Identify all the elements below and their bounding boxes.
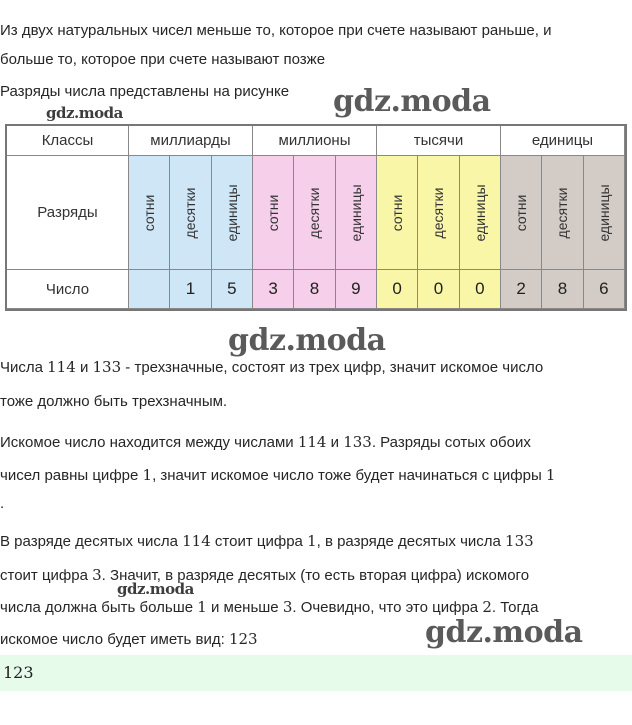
class-header: миллиарды <box>129 126 253 156</box>
intro-line-1: Из двух натуральных чисел меньше то, которое при счете называют раньше, и <box>0 22 552 39</box>
ranks-label: Разряды <box>7 156 129 270</box>
rank-label: сотни <box>389 194 406 231</box>
rank-cell <box>212 156 253 270</box>
answer-box <box>0 655 632 691</box>
para1-line1: Числа 114 и 133 - трехзначные, состоят из трех цифр, значит искомое число <box>0 358 544 376</box>
rank-cell <box>377 156 418 270</box>
rank-cell <box>170 156 211 270</box>
rank-cell <box>253 156 294 270</box>
watermark-small-top: gdz.moda <box>46 104 123 122</box>
digit-cell: 0 <box>460 270 501 309</box>
rank-label: десятки <box>306 187 323 238</box>
rank-label: сотни <box>513 194 530 231</box>
watermark-small-bottom: gdz.moda <box>117 580 194 598</box>
para3-line2: стоит цифра 3. Значит, в разряде десятых (то есть вторая цифра) искомого <box>0 566 530 584</box>
digit-cell: 9 <box>336 270 377 309</box>
number-label: Число <box>7 270 129 309</box>
intro-line-3: Разряды числа представлены на рисунке <box>0 83 290 100</box>
para2-line3: . <box>0 495 5 512</box>
rank-label: единицы <box>595 183 612 242</box>
watermark-middle: gdz.moda <box>228 323 386 358</box>
rank-label: сотни <box>265 194 282 231</box>
digit-cell: 5 <box>212 270 253 309</box>
rank-cell <box>294 156 335 270</box>
rank-label: десятки <box>430 187 447 238</box>
para3-line1: В разряде десятых числа 114 стоит цифра 1, в разряде десятых числа 133 <box>0 532 534 550</box>
rank-label: десятки <box>554 187 571 238</box>
para2-line2: чисел равны цифре 1, значит искомое число тоже будет начинаться с цифры 1 <box>0 466 556 484</box>
para1-line2: тоже должно быть трехзначным. <box>0 393 228 410</box>
digit-cell <box>129 270 170 309</box>
para3-line3: числа должна быть больше 1 и меньше 3. Очевидно, что это цифра 2. Тогда <box>0 598 539 616</box>
digit-cell: 1 <box>170 270 211 309</box>
watermark-top: gdz.moda <box>333 84 491 119</box>
rank-label: единицы <box>223 183 240 242</box>
para2-line1: Искомое число находится между числами 114 и 133. Разряды сотых обоих <box>0 433 531 451</box>
rank-cell <box>418 156 459 270</box>
class-header: миллионы <box>253 126 377 156</box>
rank-label: десятки <box>182 187 199 238</box>
rank-label: единицы <box>347 183 364 242</box>
watermark-bottom: gdz.moda <box>425 615 583 650</box>
rank-cell <box>542 156 583 270</box>
rank-label: сотни <box>141 194 158 231</box>
para3-line4: искомое число будет иметь вид: 123 <box>0 630 258 648</box>
class-header: тысячи <box>377 126 501 156</box>
rank-cell <box>501 156 542 270</box>
digit-cell: 0 <box>377 270 418 309</box>
rank-cell <box>336 156 377 270</box>
classes-label: Классы <box>7 126 129 156</box>
rank-cell <box>584 156 625 270</box>
answer-value: 123 <box>3 663 34 682</box>
class-header: единицы <box>501 126 625 156</box>
digit-cell: 3 <box>253 270 294 309</box>
rank-label: единицы <box>471 183 488 242</box>
digit-cell: 8 <box>294 270 335 309</box>
ranks-table <box>5 124 627 311</box>
digit-cell: 8 <box>542 270 583 309</box>
digit-cell: 0 <box>418 270 459 309</box>
rank-cell <box>129 156 170 270</box>
intro-line-2: больше то, которое при счете называют позже <box>0 51 326 68</box>
digit-cell: 2 <box>501 270 542 309</box>
digit-cell: 6 <box>584 270 625 309</box>
rank-cell <box>460 156 501 270</box>
